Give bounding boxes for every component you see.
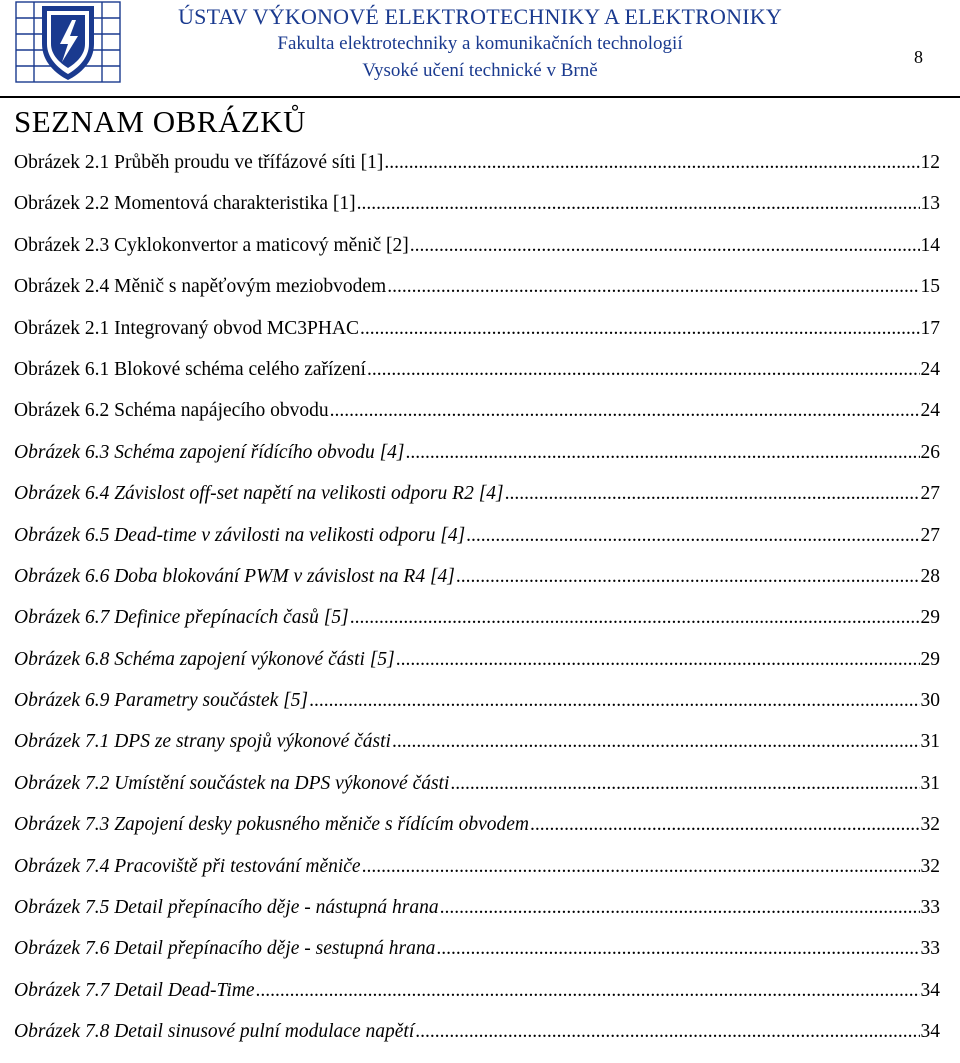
toc-leader-dots bbox=[350, 607, 920, 629]
toc-entry-title: Závislost off-set napětí na velikosti odporu R2 [4] bbox=[114, 483, 504, 505]
toc-entry-page: 29 bbox=[920, 607, 940, 629]
toc-leader-dots bbox=[530, 814, 919, 836]
toc-leader-dots bbox=[309, 690, 919, 712]
toc-entry-number: Obrázek 2.1 bbox=[14, 152, 110, 173]
toc-entry-page: 34 bbox=[920, 979, 940, 1001]
toc-entry-title: Pracoviště při testování měniče bbox=[114, 855, 361, 877]
toc-entry-title: Zapojení desky pokusného měniče s řídícím obvodem bbox=[114, 814, 530, 836]
toc-leader-dots bbox=[360, 318, 920, 340]
toc-entry-number: Obrázek 6.1 bbox=[14, 358, 110, 380]
page-number: 8 bbox=[914, 47, 923, 67]
toc-entry-number: Obrázek 7.1 bbox=[14, 731, 110, 753]
toc-entry[interactable] bbox=[14, 607, 940, 648]
toc-leader-dots bbox=[466, 525, 919, 547]
toc-entry-title: Umístění součástek na DPS výkonové části bbox=[114, 772, 450, 794]
toc-entry[interactable] bbox=[14, 773, 940, 814]
toc-entry[interactable] bbox=[14, 566, 940, 607]
toc-entry-page: 27 bbox=[920, 483, 940, 505]
toc-entry-title: DPS ze strany spojů výkonové části bbox=[114, 731, 391, 753]
toc-leader-dots bbox=[330, 400, 920, 422]
toc-entry-page: 24 bbox=[920, 358, 940, 380]
toc-entry-page: 12 bbox=[920, 152, 940, 173]
toc-entry[interactable] bbox=[14, 980, 940, 1021]
toc-entry-number: Obrázek 6.5 bbox=[14, 524, 110, 546]
toc-entry-title: Doba blokování PWM v závislost na R4 [4] bbox=[114, 565, 455, 587]
header-text bbox=[150, 3, 810, 84]
toc-entry-number: Obrázek 6.2 bbox=[14, 400, 110, 422]
toc-entry[interactable] bbox=[14, 690, 940, 731]
toc-entry-title: Schéma napájecího obvodu bbox=[114, 400, 329, 422]
toc-entry[interactable] bbox=[14, 442, 940, 483]
toc-entry-title: Detail Dead-Time bbox=[114, 979, 255, 1001]
toc-entry-title: Detail přepínacího děje - nástupná hrana bbox=[114, 897, 439, 919]
toc-leader-dots bbox=[406, 442, 920, 464]
toc-leader-dots bbox=[436, 938, 919, 960]
toc-entry-title: Měnič s napěťovým meziobvodem bbox=[114, 276, 387, 298]
toc-entry[interactable] bbox=[14, 856, 940, 897]
toc-entry-title: Průběh proudu ve třífázové síti [1] bbox=[114, 152, 384, 173]
toc-leader-dots bbox=[450, 773, 919, 795]
toc-entry-number: Obrázek 6.3 bbox=[14, 441, 110, 463]
toc-entry-number: Obrázek 7.7 bbox=[14, 979, 110, 1001]
faculty-logo-icon bbox=[14, 0, 122, 84]
toc-entry-title: Integrovaný obvod MC3PHAC bbox=[114, 317, 359, 339]
toc-entry[interactable] bbox=[14, 483, 940, 524]
toc-leader-dots bbox=[367, 359, 920, 381]
page-header bbox=[0, 0, 960, 100]
toc-entry-page: 33 bbox=[920, 938, 940, 960]
toc-entry[interactable] bbox=[14, 649, 940, 690]
toc-entry-number: Obrázek 2.4 bbox=[14, 276, 110, 298]
toc-leader-dots bbox=[415, 1021, 919, 1043]
toc-entry-number: Obrázek 2.3 bbox=[14, 234, 110, 256]
toc-leader-dots bbox=[362, 856, 920, 878]
toc-entry-title: Momentová charakteristika [1] bbox=[114, 193, 356, 215]
toc-entry[interactable] bbox=[14, 318, 940, 359]
toc-leader-dots bbox=[456, 566, 920, 588]
toc-entry-page: 31 bbox=[920, 731, 940, 753]
toc-leader-dots bbox=[384, 152, 919, 174]
toc-entry[interactable] bbox=[14, 400, 940, 441]
toc-leader-dots bbox=[392, 731, 920, 753]
toc-entry-number: Obrázek 7.3 bbox=[14, 814, 110, 836]
header-divider bbox=[0, 96, 960, 98]
toc-entry-number: Obrázek 2.2 bbox=[14, 193, 110, 215]
toc-entry-page: 29 bbox=[920, 648, 940, 670]
toc-entry-page: 32 bbox=[920, 814, 940, 836]
toc-entry-number: Obrázek 7.6 bbox=[14, 938, 110, 960]
toc-entry-number: Obrázek 7.4 bbox=[14, 855, 110, 877]
toc-entry-number: Obrázek 6.9 bbox=[14, 690, 110, 712]
toc-entry-number: Obrázek 7.2 bbox=[14, 772, 110, 794]
toc-leader-dots bbox=[440, 897, 920, 919]
university-name: Vysoké učení technické v Brně bbox=[362, 60, 598, 81]
list-of-figures bbox=[14, 152, 940, 1063]
toc-entry-page: 13 bbox=[920, 193, 940, 215]
toc-entry[interactable] bbox=[14, 235, 940, 276]
toc-entry[interactable] bbox=[14, 276, 940, 317]
toc-entry-page: 17 bbox=[920, 317, 940, 339]
toc-entry-number: Obrázek 2.1 bbox=[14, 317, 110, 339]
toc-entry-page: 26 bbox=[920, 441, 940, 463]
toc-entry-title: Parametry součástek [5] bbox=[114, 690, 309, 712]
toc-entry-number: Obrázek 6.6 bbox=[14, 565, 110, 587]
toc-entry-page: 33 bbox=[920, 897, 940, 919]
toc-entry-number: Obrázek 7.8 bbox=[14, 1021, 110, 1043]
toc-entry[interactable] bbox=[14, 193, 940, 234]
toc-entry-number: Obrázek 6.4 bbox=[14, 483, 110, 505]
toc-entry-title: Definice přepínacích časů [5] bbox=[114, 607, 349, 629]
toc-leader-dots bbox=[387, 276, 919, 298]
institute-name: ÚSTAV VÝKONOVÉ ELEKTROTECHNIKY A ELEKTRONIKY bbox=[178, 4, 782, 29]
toc-entry[interactable] bbox=[14, 1021, 940, 1062]
toc-leader-dots bbox=[396, 649, 920, 671]
toc-leader-dots bbox=[410, 235, 920, 257]
toc-entry-number: Obrázek 6.7 bbox=[14, 607, 110, 629]
toc-entry-page: 30 bbox=[920, 690, 940, 712]
toc-entry[interactable] bbox=[14, 152, 940, 193]
toc-entry-page: 34 bbox=[920, 1021, 940, 1043]
toc-leader-dots bbox=[505, 483, 920, 505]
toc-leader-dots bbox=[357, 193, 920, 215]
toc-entry[interactable] bbox=[14, 938, 940, 979]
toc-entry-page: 27 bbox=[920, 524, 940, 546]
toc-entry-title: Blokové schéma celého zařízení bbox=[114, 358, 366, 380]
toc-entry[interactable] bbox=[14, 359, 940, 400]
toc-entry-page: 32 bbox=[920, 855, 940, 877]
toc-entry-page: 14 bbox=[920, 234, 940, 256]
toc-entry-page: 24 bbox=[920, 400, 940, 422]
toc-leader-dots bbox=[255, 980, 919, 1002]
faculty-name: Fakulta elektrotechniky a komunikačních technologií bbox=[277, 33, 683, 54]
toc-entry-title: Schéma zapojení výkonové části [5] bbox=[114, 648, 395, 670]
toc-entry-page: 15 bbox=[920, 276, 940, 298]
toc-entry-page: 31 bbox=[920, 772, 940, 794]
toc-entry-title: Dead-time v závilosti na velikosti odporu [4] bbox=[114, 524, 466, 546]
toc-entry-title: Cyklokonvertor a maticový měnič [2] bbox=[114, 234, 409, 256]
toc-entry[interactable] bbox=[14, 897, 940, 938]
toc-entry[interactable] bbox=[14, 525, 940, 566]
toc-entry-title: Detail sinusové pulní modulace napětí bbox=[114, 1021, 415, 1043]
toc-entry[interactable] bbox=[14, 731, 940, 772]
toc-entry[interactable] bbox=[14, 814, 940, 855]
toc-entry-number: Obrázek 6.8 bbox=[14, 648, 110, 670]
section-title: SEZNAM OBRÁZKŮ bbox=[14, 104, 307, 139]
toc-entry-title: Schéma zapojení řídícího obvodu [4] bbox=[114, 441, 405, 463]
toc-entry-number: Obrázek 7.5 bbox=[14, 897, 110, 919]
toc-entry-title: Detail přepínacího děje - sestupná hrana bbox=[114, 938, 436, 960]
toc-entry-page: 28 bbox=[920, 565, 940, 587]
